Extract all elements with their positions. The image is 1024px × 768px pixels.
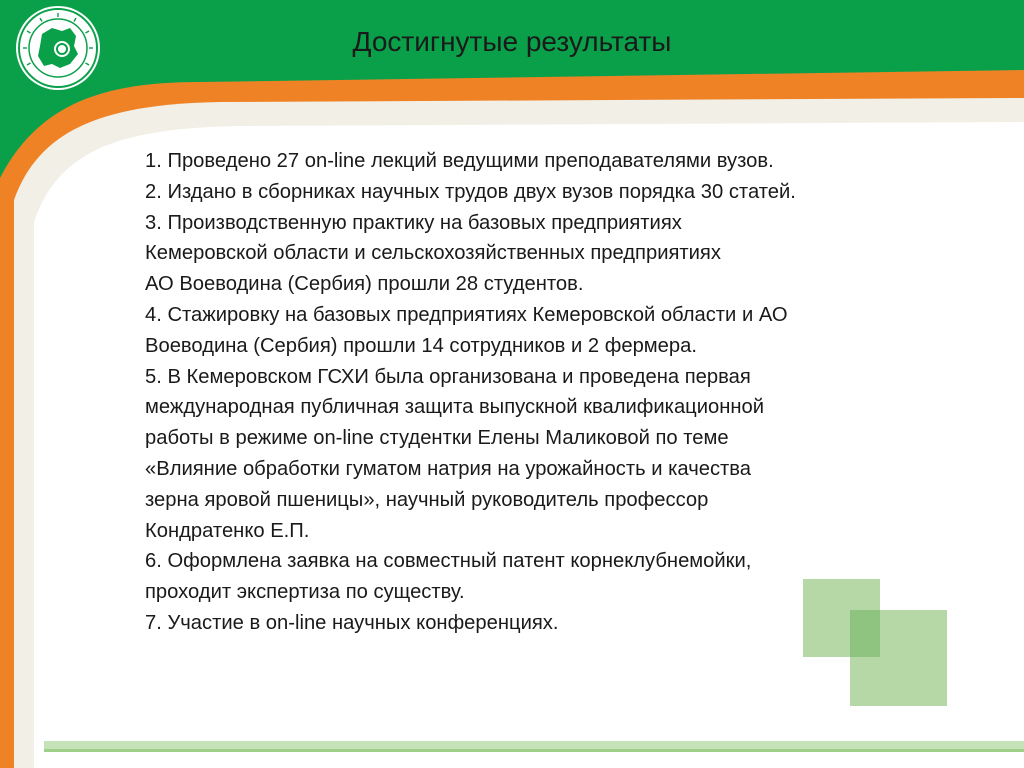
- results-line: 5. В Кемеровском ГСХИ была организована и проведена первая: [145, 365, 751, 388]
- results-line: работы в режиме on-line студентки Елены Маликовой по теме: [145, 427, 729, 450]
- results-line: международная публичная защита выпускной квалификационной: [145, 396, 765, 419]
- bottom-stripe-dark: [44, 749, 1024, 752]
- bottom-stripe-light: [44, 741, 1024, 749]
- results-line: зерна яровой пшеницы», научный руководитель профессор: [145, 488, 709, 511]
- results-line: «Влияние обработки гуматом натрия на урожайность и качества: [145, 457, 752, 480]
- results-line: 2. Издано в сборниках научных трудов двух вузов порядка 30 статей.: [145, 180, 796, 203]
- results-line: Кемеровской области и сельскохозяйственных предприятиях: [145, 242, 721, 265]
- results-line: 3. Производственную практику на базовых предприятиях: [145, 211, 682, 234]
- results-line: Воеводина (Сербия) прошли 14 сотрудников и 2 фермера.: [145, 334, 697, 357]
- results-line: Кондратенко Е.П.: [145, 519, 310, 542]
- institute-emblem-icon: [12, 4, 104, 92]
- results-line: АО Воеводина (Сербия) прошли 28 студентов.: [145, 273, 584, 296]
- results-line: 7. Участие в on-line научных конференциях.: [145, 611, 559, 634]
- results-line: проходит экспертиза по существу.: [145, 581, 465, 604]
- results-list: [145, 146, 975, 639]
- page-title: Достигнутые результаты: [352, 26, 672, 57]
- results-line: 4. Стажировку на базовых предприятиях Кемеровской области и АО: [145, 303, 788, 326]
- results-line: 1. Проведено 27 on-line лекций ведущими преподавателями вузов.: [145, 150, 774, 172]
- results-line: 6. Оформлена заявка на совместный патент корнеклубнемойки,: [145, 550, 752, 573]
